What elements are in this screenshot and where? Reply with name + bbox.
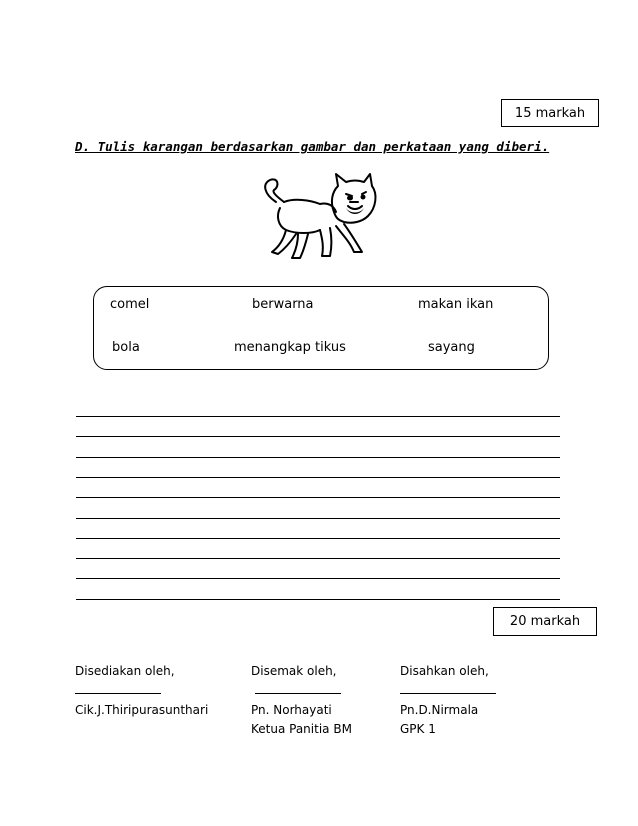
approved-label: Disahkan oleh,	[400, 664, 489, 678]
approved-signature-line	[400, 693, 496, 694]
writing-line[interactable]	[76, 457, 560, 458]
approved-title: GPK 1	[400, 722, 436, 736]
writing-line[interactable]	[76, 416, 560, 417]
marks-top-box	[501, 99, 599, 127]
writing-line[interactable]	[76, 599, 560, 600]
prepared-label: Disediakan oleh,	[75, 664, 175, 678]
prepared-signature-line	[75, 693, 161, 694]
word-makan-ikan: makan ikan	[418, 297, 494, 312]
marks-bottom-label: 20 markah	[509, 614, 581, 629]
word-bank-box	[93, 286, 549, 370]
writing-line[interactable]	[76, 558, 560, 559]
marks-top-label: 15 markah	[514, 105, 586, 121]
word-berwarna: berwarna	[252, 297, 314, 312]
writing-line[interactable]	[76, 497, 560, 498]
writing-line[interactable]	[76, 436, 560, 437]
marks-bottom-box	[493, 607, 597, 636]
approved-name: Pn.D.Nirmala	[400, 703, 479, 717]
writing-line[interactable]	[76, 477, 560, 478]
checked-signature-line	[255, 693, 341, 694]
checked-name: Pn. Norhayati	[251, 703, 332, 717]
word-bola: bola	[112, 340, 140, 355]
checked-label: Disemak oleh,	[251, 664, 337, 678]
writing-line[interactable]	[76, 518, 560, 519]
prepared-name: Cik.J.Thiripurasunthari	[75, 703, 209, 717]
writing-line[interactable]	[76, 578, 560, 579]
cat-illustration-icon	[258, 172, 380, 270]
instruction-heading: D. Tulis karangan berdasarkan gambar dan perkataan yang diberi.	[75, 139, 550, 154]
checked-title: Ketua Panitia BM	[251, 722, 352, 736]
word-menangkap-tikus: menangkap tikus	[234, 340, 346, 355]
word-comel: comel	[110, 297, 150, 312]
writing-line[interactable]	[76, 538, 560, 539]
word-sayang: sayang	[428, 340, 475, 355]
